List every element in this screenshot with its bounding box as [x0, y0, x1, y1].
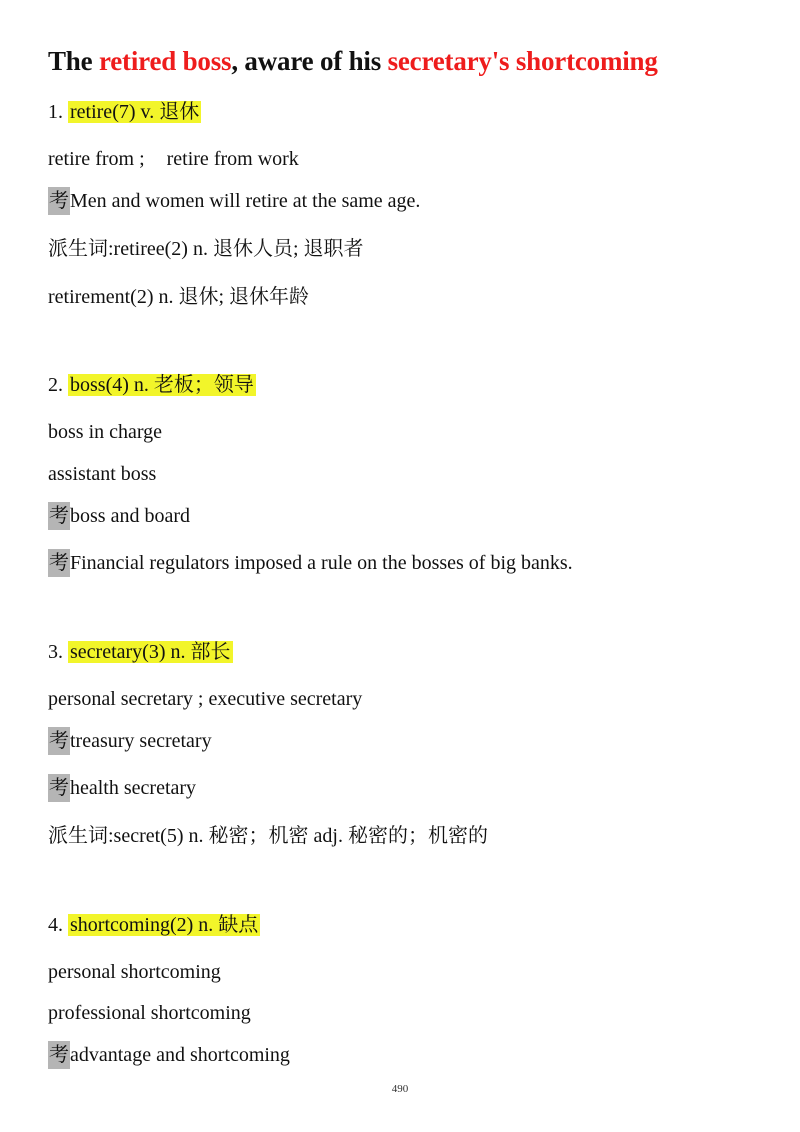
page-number: 490 — [391, 1083, 409, 1095]
exam-line — [48, 502, 190, 530]
exam-tag: 考 — [48, 727, 70, 755]
section-number: 2. — [48, 374, 68, 396]
exam-line — [48, 1041, 290, 1069]
phrase-line: boss in charge — [48, 421, 163, 443]
title-red-1: retired boss — [98, 46, 232, 76]
exam-text: treasury secretary — [70, 730, 212, 752]
derivative-line: 派生词:secret(5) n. 秘密；机密 adj. 秘密的；机密的 — [48, 825, 488, 847]
exam-text: health secretary — [70, 777, 197, 799]
section-3-heading — [48, 638, 233, 666]
exam-line — [48, 549, 573, 577]
section-4-heading — [48, 911, 260, 939]
title-part-1: The — [48, 46, 99, 76]
derivative-line: 派生词:retiree(2) n. 退休人员; 退职者 — [48, 238, 364, 260]
phrase-line: assistant boss — [48, 463, 157, 485]
exam-text: Men and women will retire at the same age. — [70, 190, 421, 212]
phrase-line: professional shortcoming — [48, 1002, 251, 1024]
title-red-2: secretary's shortcoming — [387, 46, 658, 76]
phrase-line: personal shortcoming — [48, 961, 221, 983]
exam-line — [48, 774, 196, 802]
page-title — [48, 46, 658, 77]
exam-line — [48, 727, 212, 755]
derivative-line: retirement(2) n. 退休; 退休年龄 — [48, 286, 310, 308]
headword-highlight: shortcoming(2) n. 缺点 — [70, 914, 259, 936]
exam-tag: 考 — [48, 1041, 70, 1069]
exam-line — [48, 187, 420, 215]
phrase-line — [48, 145, 299, 173]
exam-tag: 考 — [48, 774, 70, 802]
section-number: 4. — [48, 914, 68, 936]
phrase: retire from ; — [48, 148, 145, 170]
phrase: retire from work — [166, 148, 299, 170]
section-1-heading — [48, 98, 201, 126]
exam-text: boss and board — [70, 505, 190, 527]
exam-text: advantage and shortcoming — [70, 1044, 290, 1066]
exam-tag: 考 — [48, 549, 70, 577]
section-number: 1. — [48, 101, 68, 123]
exam-text: Financial regulators imposed a rule on the bosses of big banks. — [70, 552, 573, 574]
exam-tag: 考 — [48, 187, 70, 215]
headword-highlight: secretary(3) n. 部长 — [70, 641, 231, 663]
title-part-2: , aware of his — [231, 46, 388, 76]
headword-highlight: retire(7) v. 退休 — [70, 101, 200, 123]
section-number: 3. — [48, 641, 68, 663]
section-2-heading — [48, 371, 256, 399]
exam-tag: 考 — [48, 502, 70, 530]
headword-highlight: boss(4) n. 老板；领导 — [70, 374, 254, 396]
phrase-line: personal secretary ; executive secretary — [48, 688, 363, 710]
